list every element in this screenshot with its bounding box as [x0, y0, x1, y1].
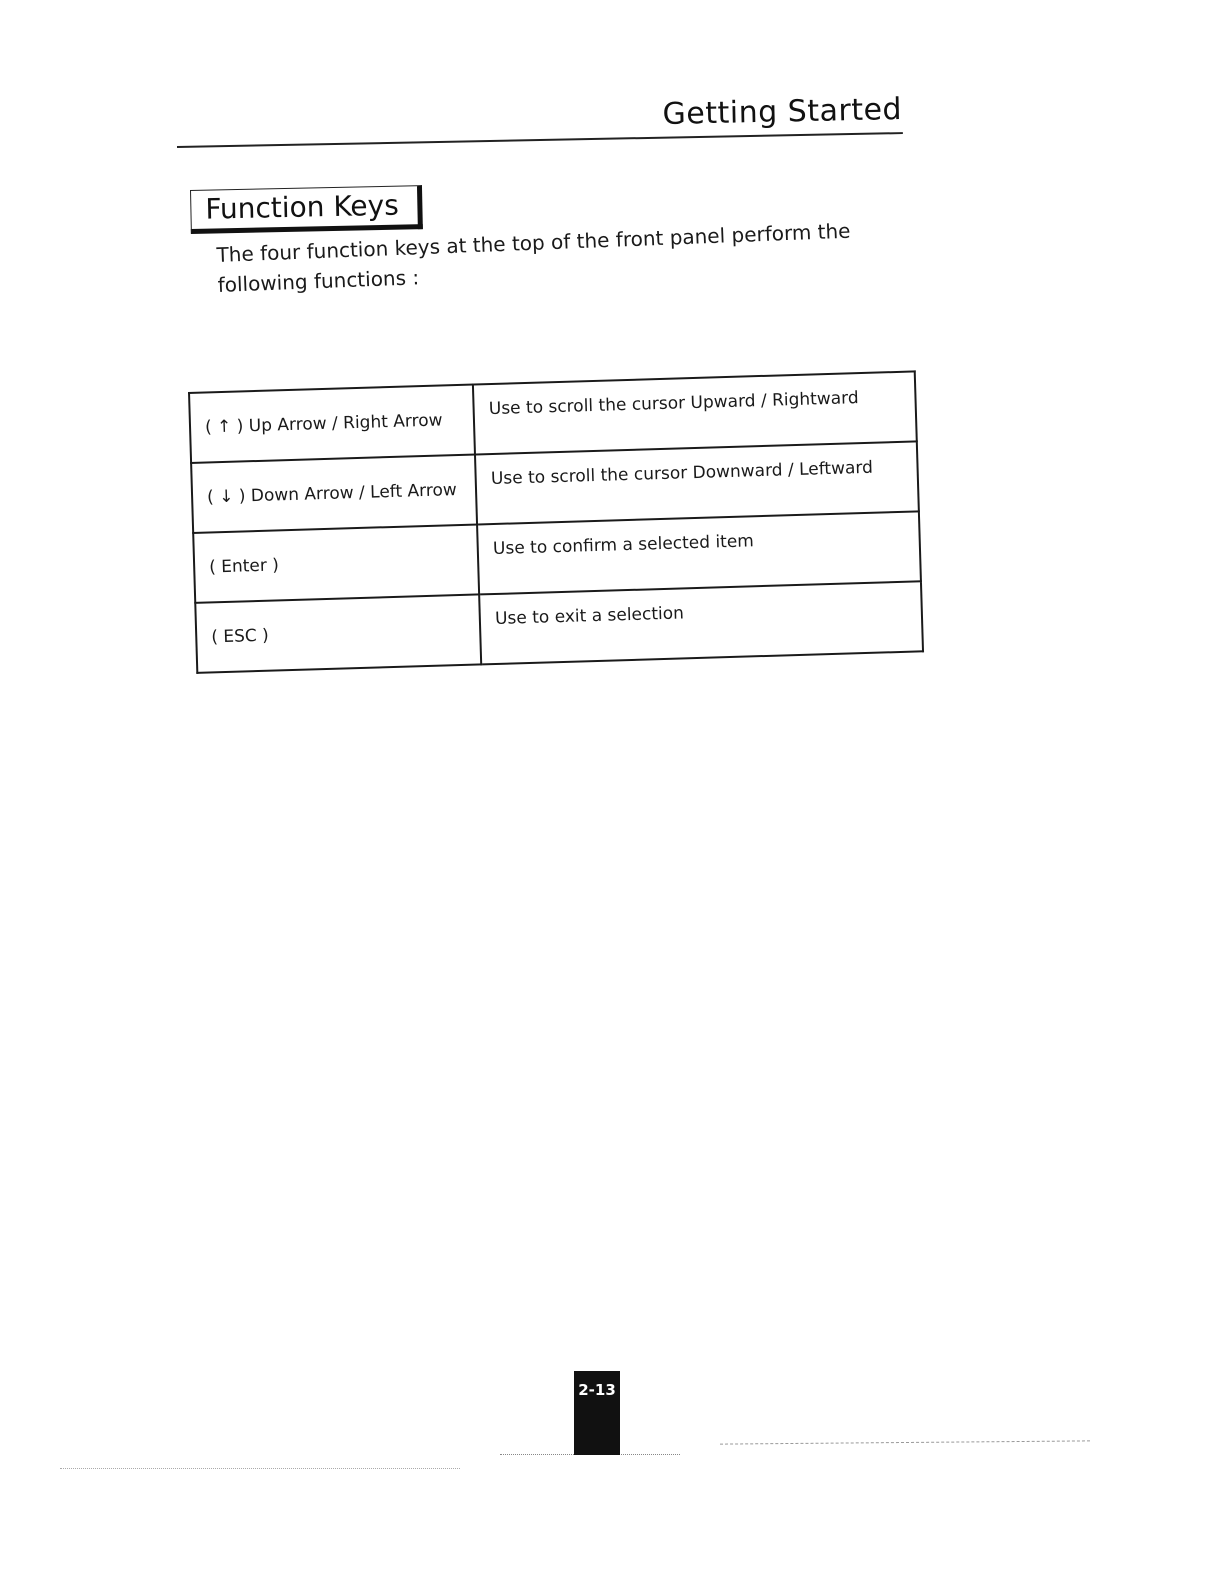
section-title: Function Keys — [205, 188, 400, 226]
key-cell: ( ↓ ) Down Arrow / Left Arrow — [191, 455, 477, 533]
intro-paragraph: The four function keys at the top of the front panel perform the following functions : — [216, 218, 851, 297]
key-cell: ( ESC ) — [195, 594, 481, 672]
footer-scan-line — [60, 1468, 460, 1470]
description-cell: Use to exit a selection — [479, 581, 923, 664]
function-keys-table — [188, 370, 924, 673]
description-cell: Use to confirm a selected item — [477, 511, 921, 594]
page-number-badge: 2-13 — [574, 1371, 620, 1455]
description-cell: Use to scroll the cursor Upward / Rightward — [473, 371, 917, 454]
header-divider — [177, 132, 903, 148]
section-heading-box — [190, 185, 423, 234]
footer-scan-line — [720, 1440, 1090, 1445]
description-cell: Use to scroll the cursor Downward / Leftward — [475, 441, 919, 524]
chapter-title: Getting Started — [662, 92, 903, 133]
key-cell: ( ↑ ) Up Arrow / Right Arrow — [189, 385, 475, 463]
key-cell: ( Enter ) — [193, 524, 479, 602]
